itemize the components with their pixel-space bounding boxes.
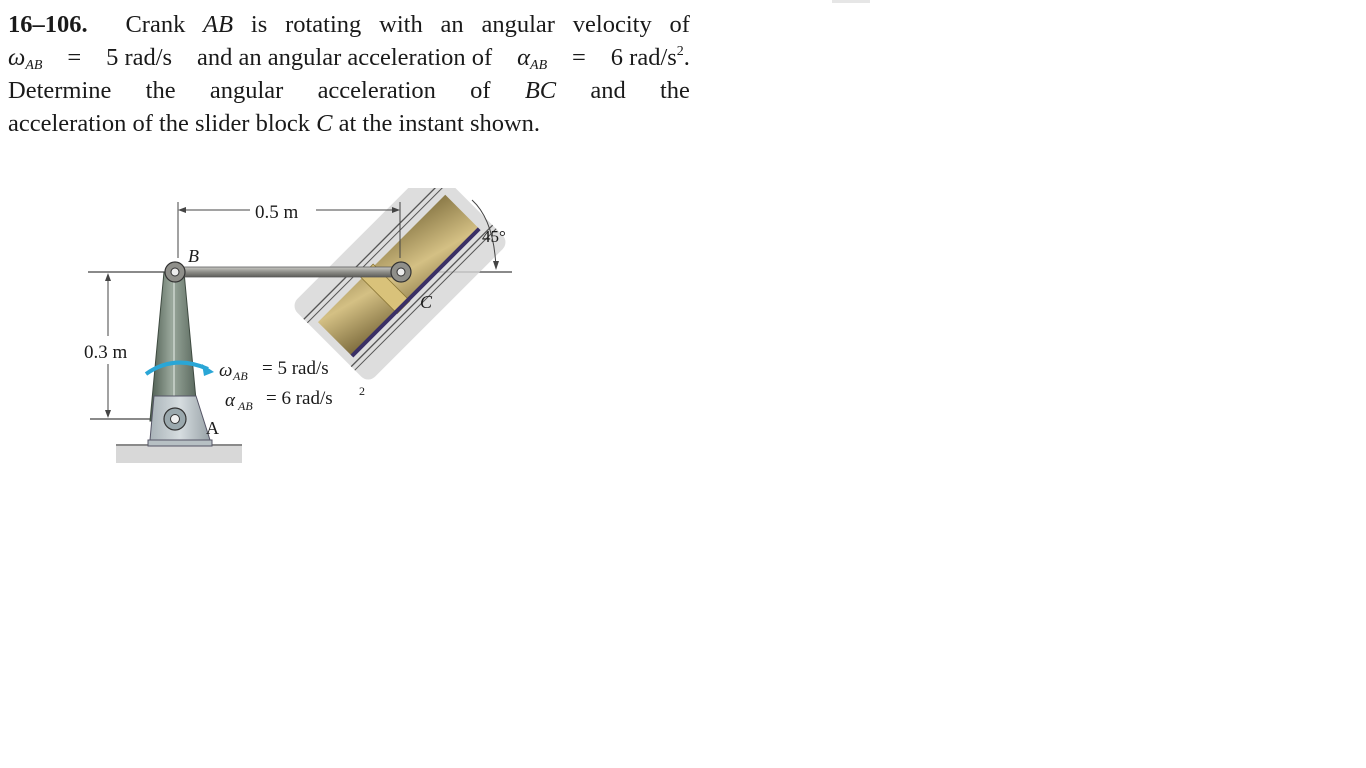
- angle-arrowhead: [493, 261, 499, 270]
- var-BC: BC: [524, 77, 557, 104]
- pin-c-center: [397, 268, 405, 276]
- problem-line-4: [8, 107, 690, 140]
- omega-value: = 5 rad/s: [262, 358, 329, 379]
- rotation-arrowhead: [202, 364, 214, 376]
- word: is: [250, 11, 268, 38]
- alpha-symbol: α: [225, 390, 235, 411]
- word: angular: [209, 77, 284, 104]
- connecting-text: and an angular acceleration of: [197, 44, 493, 71]
- label-c: C: [420, 292, 433, 312]
- pin-b-center: [171, 268, 179, 276]
- word: with: [379, 11, 423, 38]
- alpha-exponent: 2: [676, 44, 684, 59]
- line4-text-end: at the instant shown.: [338, 110, 541, 137]
- var-C: C: [316, 110, 333, 137]
- alpha-value-text: 6 rad/s: [610, 44, 677, 71]
- end-period: .: [683, 44, 690, 71]
- alpha-value: = 6 rad/s: [266, 388, 333, 409]
- dim-arrowhead: [178, 207, 186, 213]
- equals-sign: =: [572, 44, 586, 71]
- word: the: [145, 77, 176, 104]
- omega-symbol: ω: [219, 360, 233, 381]
- problem-line-3: [8, 74, 690, 107]
- alpha-exponent: 2: [359, 384, 365, 398]
- alpha-value: [611, 41, 690, 74]
- omega-annotation: [219, 358, 329, 383]
- pin-a-center: [171, 415, 180, 424]
- alpha-annotation: [225, 384, 365, 413]
- alpha-subscript: AB: [238, 399, 253, 413]
- dim-arrowhead: [105, 273, 111, 281]
- ground-hatch: [116, 445, 242, 463]
- problem-line-1: [8, 8, 690, 41]
- word: the: [660, 77, 690, 104]
- label-a: A: [206, 418, 219, 438]
- mechanism-diagram: [70, 188, 530, 478]
- dim-label-horizontal: 0.5 m: [255, 202, 299, 223]
- dim-label-vertical: 0.3 m: [84, 342, 128, 363]
- omega-subscript: AB: [25, 58, 43, 73]
- word: Crank: [125, 11, 186, 38]
- word: and: [590, 77, 626, 104]
- alpha-subscript: AB: [530, 58, 548, 73]
- omega-value: 5 rad/s: [106, 44, 173, 71]
- top-edge-mark: [832, 0, 870, 3]
- word: acceleration: [317, 77, 436, 104]
- alpha-symbol: α: [517, 44, 531, 71]
- word: Determine: [8, 77, 112, 104]
- word: of: [669, 11, 690, 38]
- support-base-plate: [148, 440, 212, 446]
- var-AB: AB: [203, 11, 234, 38]
- word: velocity: [572, 11, 652, 38]
- alpha-expression: [517, 41, 547, 74]
- angle-label: 45°: [482, 227, 506, 246]
- problem-line-2: [8, 41, 690, 74]
- equals-sign: =: [67, 44, 82, 71]
- omega-expression: [8, 41, 42, 74]
- word: an: [440, 11, 464, 38]
- word: of: [470, 77, 491, 104]
- omega-symbol: ω: [8, 44, 26, 71]
- label-b: B: [188, 246, 199, 266]
- omega-subscript: AB: [233, 369, 248, 383]
- word: angular: [481, 11, 555, 38]
- link-bc: [174, 267, 402, 277]
- problem-number: 16–106.: [8, 11, 88, 38]
- dim-arrowhead: [105, 410, 111, 418]
- word: rotating: [285, 11, 362, 38]
- mechanism-figure: [70, 188, 530, 478]
- problem-statement: [8, 8, 690, 140]
- line4-text: acceleration of the slider block: [8, 110, 311, 137]
